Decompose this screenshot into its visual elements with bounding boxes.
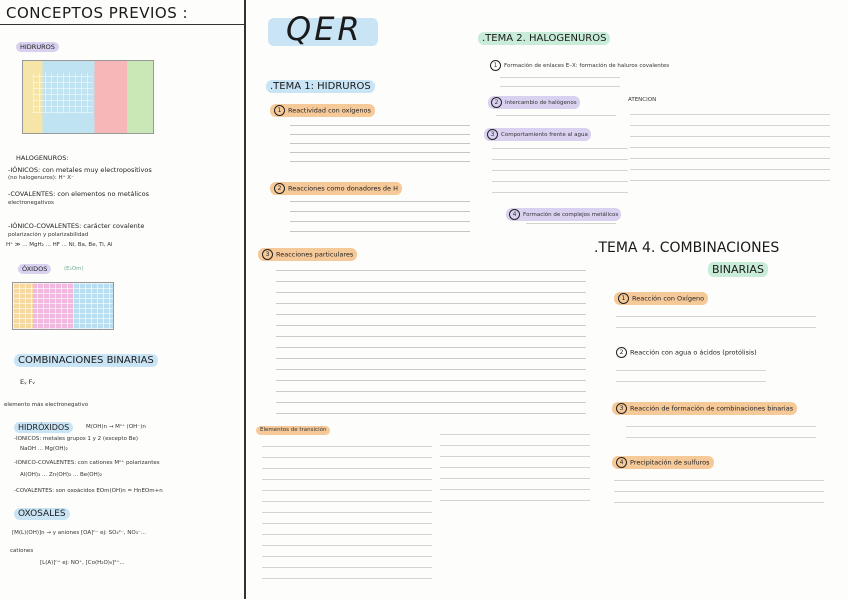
oxosales-line-1: [M(L)(OH)]n → y aniones [OA]ⁿ⁻ ej: SO₄²⁻, NO₃⁻... xyxy=(12,530,147,536)
halogenuros-ionico-covalentes-2: polarización y polarizabilidad xyxy=(8,232,89,238)
page-title: QER xyxy=(286,10,363,48)
hidruros-heading: HIDRUROS xyxy=(16,42,59,52)
halogenuros-covalentes-2: electronegativos xyxy=(8,200,54,206)
tema4-heading-2: BINARIAS xyxy=(708,262,768,277)
tema3-heading: Elementos de transición xyxy=(256,426,330,435)
tema2-note: ATENCIÓN xyxy=(628,97,657,103)
oxidos-heading: ÓXIDOS xyxy=(18,264,51,274)
oxidos-table-image xyxy=(12,282,114,330)
tema2-section-4-notes xyxy=(526,220,616,228)
halogenuros-ionico-covalentes-3: H⁺ ≫ ... MgH₂ ... HF ... Ni, Ba, Be, Ti, Al xyxy=(6,242,113,248)
tema2-section-2-notes xyxy=(496,110,616,124)
tema1-heading: .TEMA 1: HIDRUROS xyxy=(266,80,375,93)
tema4-section-3: 3 Reacción de formación de combinaciones binarias xyxy=(612,402,797,415)
hidroxidos-line-4: Al(OH)₃ ... Zn(OH)₂ ... Be(OH)₂ xyxy=(20,472,103,478)
hidroxidos-line-2: NaOH ... Mg(OH)₂ xyxy=(20,446,68,452)
tema3-notes-right xyxy=(440,428,590,508)
oxosales-heading: OXOSALES xyxy=(14,508,70,520)
periodic-table-image xyxy=(22,60,154,134)
tema4-section-1-notes xyxy=(616,310,816,338)
tema1-section-1: 1 Reactividad con oxígenos xyxy=(270,104,375,117)
tema4-section-2-notes xyxy=(616,364,766,388)
left-title: CONCEPTOS PREVIOS : xyxy=(6,4,189,22)
tema1-section-3: 3 Reacciones particulares xyxy=(258,248,357,261)
tema4-section-2: 2 Reacción con agua o ácidos (protólisis) xyxy=(612,346,761,359)
hidroxidos-line-5: -COVALENTES: son oxoácidos EOm(OH)n = HnEOm+n xyxy=(14,488,163,494)
tema2-attention-notes xyxy=(630,108,830,188)
oxidos-formula: (E₂Om) xyxy=(64,266,84,272)
combinaciones-sub: elemento más electronegativo xyxy=(4,402,89,408)
halogenuros-ionicos-2: (no halogenuros): H⁺ X⁻ xyxy=(8,175,74,181)
tema2-heading: .TEMA 2. HALOGENUROS xyxy=(478,32,610,45)
tema2-section-1: 1 Formación de enlaces E–X: formación de haluros covalentes xyxy=(490,60,669,71)
oxosales-line-3: [L(A)]ⁿ⁺ ej: NO⁺, [Co(H₂O)₆]²⁺... xyxy=(40,560,125,566)
hidroxidos-line-1: -IÓNICOS: metales grupos 1 y 2 (excepto Be) xyxy=(14,436,138,442)
tema4-section-1: 1 Reacción con Oxígeno xyxy=(614,292,708,305)
tema1-section-2: 2 Reacciones como donadores de H xyxy=(270,182,402,195)
tema4-section-3-notes xyxy=(626,420,816,448)
tema4-section-4-notes xyxy=(614,474,824,504)
oxosales-line-2: cationes xyxy=(10,548,34,554)
tema1-section-2-notes xyxy=(290,196,470,238)
tema2-section-3-notes xyxy=(492,142,628,200)
tema1-section-3-notes xyxy=(276,264,586,414)
tema1-section-1-notes xyxy=(290,120,470,168)
tema4-section-4: 4 Precipitación de sulfuros xyxy=(612,456,714,469)
hidroxidos-line-3: -IÓNICO-COVALENTES: con cationes Mⁿ⁺ polarizantes xyxy=(14,460,160,466)
halogenuros-ionicos: -IÓNICOS: con metales muy electropositivos xyxy=(8,166,152,174)
combinaciones-formula: Eᵧ Fᵥ xyxy=(20,378,36,386)
hidroxidos-formula: M(OH)n → Mⁿ⁺ (OH⁻)n xyxy=(86,424,146,430)
tema2-section-3: 3 Comportamiento frente al agua xyxy=(484,128,591,141)
left-panel xyxy=(0,0,246,599)
tema3-notes-left xyxy=(262,440,432,580)
halogenuros-covalentes: -COVALENTES: con elementos no metálicos xyxy=(8,190,149,198)
tema2-section-4: 4 Formación de complejos metálicos xyxy=(506,208,621,221)
halogenuros-ionico-covalentes: -IÓNICO-COVALENTES: carácter covalente xyxy=(8,222,145,230)
tema2-section-2: 2 Intercambio de halógenos xyxy=(488,96,580,109)
tema4-heading: .TEMA 4. COMBINACIONES xyxy=(594,240,780,256)
tema2-section-1-notes xyxy=(500,72,620,88)
hidroxidos-heading: HIDRÓXIDOS xyxy=(14,422,73,433)
divider xyxy=(0,24,244,25)
combinaciones-heading: COMBINACIONES BINARIAS xyxy=(14,354,158,367)
halogenuros-heading: HALOGENUROS: xyxy=(16,154,69,162)
